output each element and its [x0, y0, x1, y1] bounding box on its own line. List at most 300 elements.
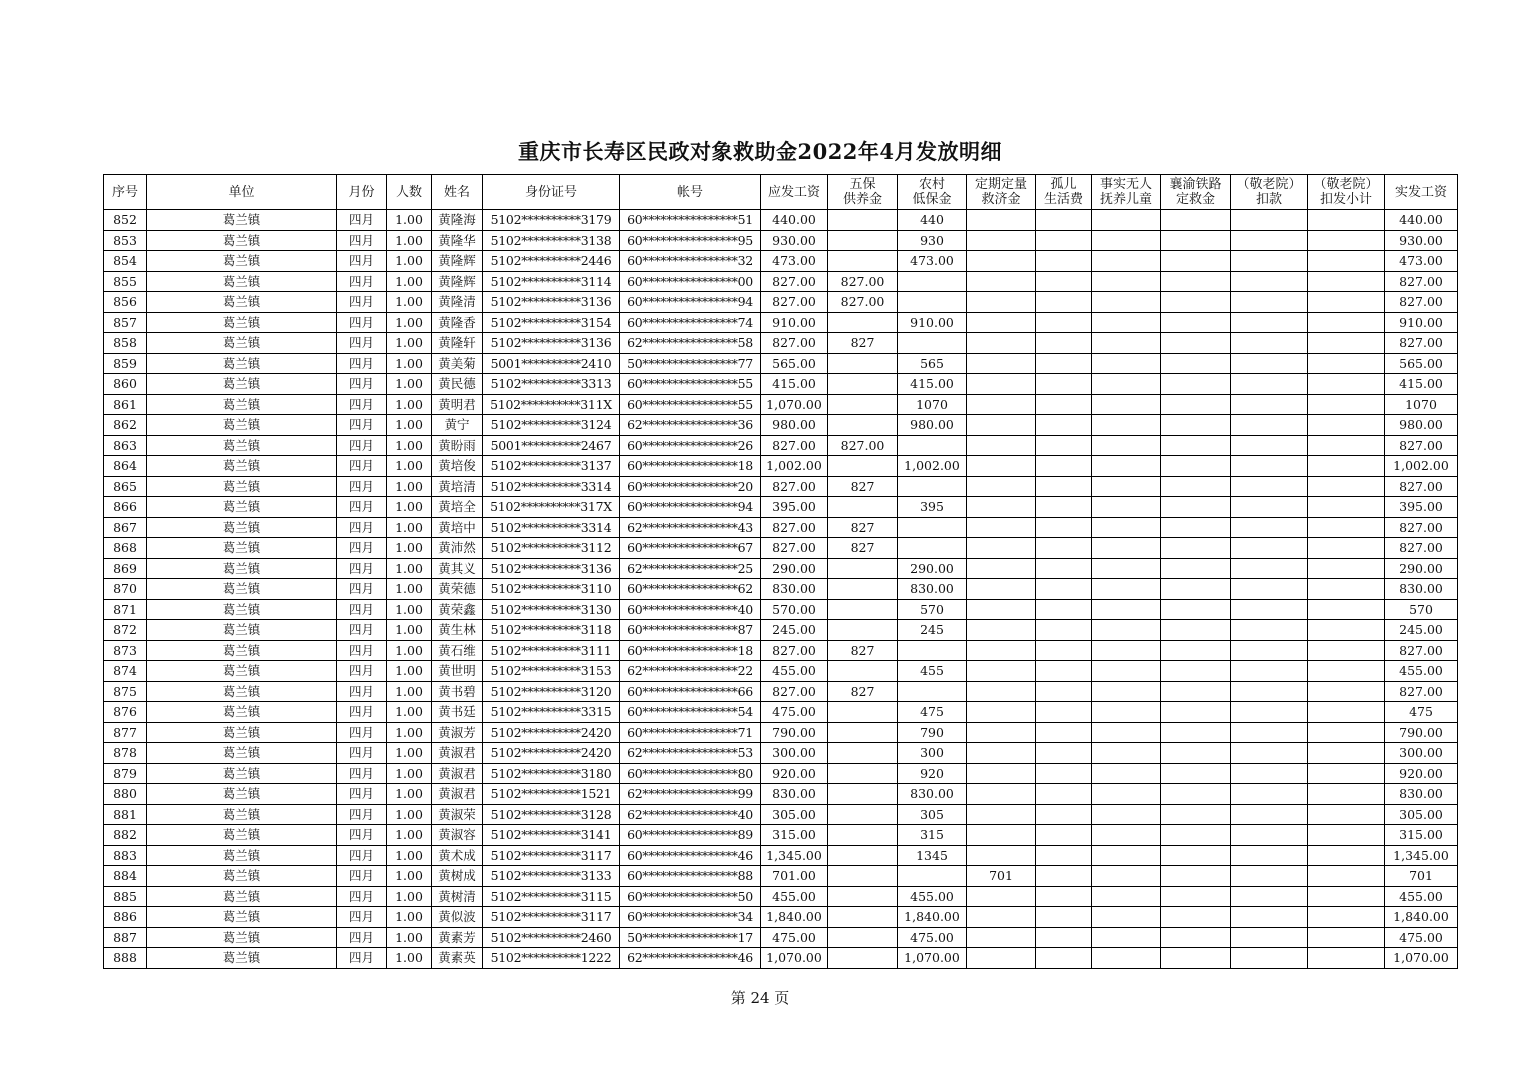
cell-orphan: [1036, 927, 1092, 948]
cell-payable: 827.00: [761, 292, 828, 313]
cell-child: [1092, 374, 1161, 395]
cell-child: [1092, 394, 1161, 415]
cell-name: 黄培清: [432, 476, 483, 497]
cell-deduction: [1231, 804, 1308, 825]
cell-month: 四月: [337, 640, 387, 661]
cell-month: 四月: [337, 271, 387, 292]
cell-count: 1.00: [387, 722, 432, 743]
cell-net-pay: 473.00: [1385, 251, 1458, 272]
cell-relief: [967, 394, 1036, 415]
cell-count: 1.00: [387, 538, 432, 559]
cell-child: [1092, 333, 1161, 354]
cell-dibao: [898, 538, 967, 559]
cell-deduction: [1231, 825, 1308, 846]
header-col-payable: 应发工资: [761, 175, 828, 210]
cell-net-pay: 827.00: [1385, 640, 1458, 661]
cell-net-pay: 1,002.00: [1385, 456, 1458, 477]
cell-month: 四月: [337, 886, 387, 907]
cell-net-pay: 475: [1385, 702, 1458, 723]
cell-deduction: [1231, 948, 1308, 969]
cell-unit: 葛兰镇: [147, 456, 337, 477]
cell-child: [1092, 907, 1161, 928]
cell-wubao: [828, 497, 898, 518]
cell-orphan: [1036, 579, 1092, 600]
cell-count: 1.00: [387, 948, 432, 969]
cell-net-pay: 290.00: [1385, 558, 1458, 579]
cell-account: 60****************66: [620, 681, 761, 702]
cell-deduction: [1231, 845, 1308, 866]
cell-wubao: [828, 579, 898, 600]
cell-wubao: [828, 845, 898, 866]
cell-child: [1092, 722, 1161, 743]
header-col-dibao: 农村 低保金: [898, 175, 967, 210]
cell-unit: 葛兰镇: [147, 435, 337, 456]
cell-railway: [1161, 722, 1231, 743]
cell-count: 1.00: [387, 661, 432, 682]
cell-count: 1.00: [387, 702, 432, 723]
cell-account: 62****************99: [620, 784, 761, 805]
cell-account: 60****************51: [620, 210, 761, 231]
cell-month: 四月: [337, 825, 387, 846]
cell-name: 黄淑容: [432, 825, 483, 846]
cell-relief: [967, 251, 1036, 272]
cell-unit: 葛兰镇: [147, 927, 337, 948]
cell-child: [1092, 804, 1161, 825]
cell-deduction-subtotal: [1308, 538, 1385, 559]
cell-relief: [967, 374, 1036, 395]
cell-unit: 葛兰镇: [147, 886, 337, 907]
cell-dibao: 1070: [898, 394, 967, 415]
cell-wubao: [828, 312, 898, 333]
cell-month: 四月: [337, 948, 387, 969]
cell-deduction: [1231, 886, 1308, 907]
cell-unit: 葛兰镇: [147, 640, 337, 661]
table-row: [104, 620, 1458, 641]
cell-index: 877: [104, 722, 147, 743]
cell-child: [1092, 312, 1161, 333]
cell-child: [1092, 558, 1161, 579]
cell-payable: 980.00: [761, 415, 828, 436]
cell-railway: [1161, 599, 1231, 620]
cell-count: 1.00: [387, 599, 432, 620]
cell-dibao: 455: [898, 661, 967, 682]
cell-child: [1092, 743, 1161, 764]
cell-month: 四月: [337, 251, 387, 272]
cell-dibao: 570: [898, 599, 967, 620]
cell-net-pay: 1,840.00: [1385, 907, 1458, 928]
cell-relief: 701: [967, 866, 1036, 887]
cell-deduction-subtotal: [1308, 599, 1385, 620]
cell-deduction: [1231, 866, 1308, 887]
cell-unit: 葛兰镇: [147, 825, 337, 846]
cell-railway: [1161, 558, 1231, 579]
cell-wubao: [828, 743, 898, 764]
table-row: [104, 435, 1458, 456]
cell-deduction-subtotal: [1308, 271, 1385, 292]
cell-account: 60****************87: [620, 620, 761, 641]
cell-account: 62****************58: [620, 333, 761, 354]
cell-payable: 1,002.00: [761, 456, 828, 477]
cell-index: 873: [104, 640, 147, 661]
cell-payable: 440.00: [761, 210, 828, 231]
cell-month: 四月: [337, 804, 387, 825]
cell-dibao: 290.00: [898, 558, 967, 579]
cell-index: 879: [104, 763, 147, 784]
cell-net-pay: 920.00: [1385, 763, 1458, 784]
cell-index: 864: [104, 456, 147, 477]
table-row: [104, 292, 1458, 313]
cell-wubao: 827: [828, 333, 898, 354]
cell-id-number: 5102**********1521: [483, 784, 620, 805]
table-row: [104, 497, 1458, 518]
cell-relief: [967, 927, 1036, 948]
cell-net-pay: 930.00: [1385, 230, 1458, 251]
cell-count: 1.00: [387, 497, 432, 518]
cell-railway: [1161, 538, 1231, 559]
table-row: [104, 456, 1458, 477]
cell-account: 62****************36: [620, 415, 761, 436]
cell-id-number: 5102**********3118: [483, 620, 620, 641]
cell-index: 853: [104, 230, 147, 251]
cell-deduction: [1231, 415, 1308, 436]
table-row: [104, 230, 1458, 251]
cell-account: 60****************00: [620, 271, 761, 292]
cell-relief: [967, 230, 1036, 251]
cell-unit: 葛兰镇: [147, 558, 337, 579]
cell-payable: 827.00: [761, 435, 828, 456]
cell-name: 黄美菊: [432, 353, 483, 374]
cell-relief: [967, 722, 1036, 743]
cell-name: 黄术成: [432, 845, 483, 866]
cell-net-pay: 827.00: [1385, 681, 1458, 702]
cell-net-pay: 827.00: [1385, 292, 1458, 313]
cell-count: 1.00: [387, 845, 432, 866]
cell-child: [1092, 681, 1161, 702]
cell-net-pay: 245.00: [1385, 620, 1458, 641]
cell-child: [1092, 538, 1161, 559]
cell-deduction-subtotal: [1308, 866, 1385, 887]
cell-orphan: [1036, 292, 1092, 313]
table-row: [104, 312, 1458, 333]
cell-id-number: 5102**********3130: [483, 599, 620, 620]
cell-payable: 455.00: [761, 886, 828, 907]
table-row: [104, 681, 1458, 702]
cell-unit: 葛兰镇: [147, 866, 337, 887]
cell-id-number: 5102**********3180: [483, 763, 620, 784]
table-row: [104, 784, 1458, 805]
cell-payable: 475.00: [761, 702, 828, 723]
cell-deduction: [1231, 599, 1308, 620]
cell-month: 四月: [337, 353, 387, 374]
cell-account: 60****************50: [620, 886, 761, 907]
cell-railway: [1161, 702, 1231, 723]
cell-deduction-subtotal: [1308, 292, 1385, 313]
cell-orphan: [1036, 312, 1092, 333]
cell-id-number: 5102**********3114: [483, 271, 620, 292]
cell-id-number: 5102**********2460: [483, 927, 620, 948]
cell-unit: 葛兰镇: [147, 763, 337, 784]
cell-month: 四月: [337, 517, 387, 538]
cell-railway: [1161, 886, 1231, 907]
cell-count: 1.00: [387, 784, 432, 805]
cell-payable: 920.00: [761, 763, 828, 784]
cell-child: [1092, 599, 1161, 620]
cell-name: 黄培全: [432, 497, 483, 518]
cell-index: 858: [104, 333, 147, 354]
cell-account: 60****************89: [620, 825, 761, 846]
cell-deduction: [1231, 353, 1308, 374]
cell-count: 1.00: [387, 394, 432, 415]
table-row: [104, 866, 1458, 887]
cell-dibao: [898, 476, 967, 497]
cell-net-pay: 565.00: [1385, 353, 1458, 374]
cell-payable: 827.00: [761, 476, 828, 497]
cell-relief: [967, 948, 1036, 969]
cell-deduction: [1231, 722, 1308, 743]
table-row: [104, 763, 1458, 784]
cell-payable: 290.00: [761, 558, 828, 579]
cell-child: [1092, 886, 1161, 907]
cell-relief: [967, 579, 1036, 600]
cell-id-number: 5102**********2446: [483, 251, 620, 272]
cell-unit: 葛兰镇: [147, 620, 337, 641]
cell-payable: 830.00: [761, 579, 828, 600]
cell-index: 866: [104, 497, 147, 518]
cell-railway: [1161, 456, 1231, 477]
cell-orphan: [1036, 271, 1092, 292]
cell-deduction-subtotal: [1308, 907, 1385, 928]
cell-orphan: [1036, 640, 1092, 661]
cell-deduction-subtotal: [1308, 661, 1385, 682]
cell-relief: [967, 415, 1036, 436]
table-header: [104, 175, 1458, 210]
cell-relief: [967, 804, 1036, 825]
cell-net-pay: 790.00: [1385, 722, 1458, 743]
cell-payable: 565.00: [761, 353, 828, 374]
cell-deduction: [1231, 517, 1308, 538]
header-col-id-number: 身份证号: [483, 175, 620, 210]
cell-deduction-subtotal: [1308, 251, 1385, 272]
cell-orphan: [1036, 866, 1092, 887]
cell-wubao: 827: [828, 681, 898, 702]
cell-wubao: [828, 927, 898, 948]
cell-relief: [967, 743, 1036, 764]
cell-dibao: 565: [898, 353, 967, 374]
cell-deduction: [1231, 907, 1308, 928]
cell-deduction-subtotal: [1308, 230, 1385, 251]
cell-net-pay: 395.00: [1385, 497, 1458, 518]
cell-id-number: 5102**********3133: [483, 866, 620, 887]
cell-orphan: [1036, 907, 1092, 928]
table-row: [104, 251, 1458, 272]
cell-name: 黄生林: [432, 620, 483, 641]
cell-id-number: 5102**********3179: [483, 210, 620, 231]
cell-index: 887: [104, 927, 147, 948]
cell-id-number: 5102**********3136: [483, 292, 620, 313]
cell-child: [1092, 435, 1161, 456]
cell-unit: 葛兰镇: [147, 517, 337, 538]
cell-dibao: [898, 435, 967, 456]
cell-name: 黄淑君: [432, 763, 483, 784]
cell-deduction-subtotal: [1308, 394, 1385, 415]
cell-wubao: [828, 374, 898, 395]
cell-id-number: 5102**********3137: [483, 456, 620, 477]
cell-dibao: [898, 292, 967, 313]
cell-wubao: [828, 558, 898, 579]
cell-unit: 葛兰镇: [147, 702, 337, 723]
header-col-month: 月份: [337, 175, 387, 210]
cell-payable: 475.00: [761, 927, 828, 948]
cell-payable: 1,070.00: [761, 948, 828, 969]
cell-wubao: [828, 661, 898, 682]
cell-relief: [967, 538, 1036, 559]
cell-month: 四月: [337, 907, 387, 928]
cell-month: 四月: [337, 763, 387, 784]
cell-account: 60****************54: [620, 702, 761, 723]
cell-orphan: [1036, 497, 1092, 518]
cell-id-number: 5102**********3124: [483, 415, 620, 436]
cell-relief: [967, 620, 1036, 641]
cell-count: 1.00: [387, 312, 432, 333]
cell-index: 862: [104, 415, 147, 436]
cell-month: 四月: [337, 538, 387, 559]
cell-payable: 395.00: [761, 497, 828, 518]
cell-count: 1.00: [387, 866, 432, 887]
cell-relief: [967, 599, 1036, 620]
table-row: [104, 394, 1458, 415]
cell-index: 865: [104, 476, 147, 497]
cell-railway: [1161, 374, 1231, 395]
cell-railway: [1161, 579, 1231, 600]
cell-unit: 葛兰镇: [147, 353, 337, 374]
cell-index: 885: [104, 886, 147, 907]
cell-relief: [967, 825, 1036, 846]
cell-name: 黄树成: [432, 866, 483, 887]
cell-net-pay: 475.00: [1385, 927, 1458, 948]
cell-orphan: [1036, 333, 1092, 354]
cell-account: 60****************20: [620, 476, 761, 497]
cell-child: [1092, 763, 1161, 784]
cell-dibao: 475.00: [898, 927, 967, 948]
cell-account: 62****************25: [620, 558, 761, 579]
cell-child: [1092, 497, 1161, 518]
cell-count: 1.00: [387, 353, 432, 374]
cell-count: 1.00: [387, 456, 432, 477]
cell-name: 黄世明: [432, 661, 483, 682]
cell-dibao: 920: [898, 763, 967, 784]
cell-deduction-subtotal: [1308, 374, 1385, 395]
cell-railway: [1161, 497, 1231, 518]
cell-wubao: [828, 702, 898, 723]
cell-unit: 葛兰镇: [147, 538, 337, 559]
cell-unit: 葛兰镇: [147, 579, 337, 600]
cell-count: 1.00: [387, 517, 432, 538]
page-number: 第 24 页: [730, 989, 790, 1007]
cell-child: [1092, 292, 1161, 313]
cell-payable: 827.00: [761, 517, 828, 538]
cell-net-pay: 830.00: [1385, 579, 1458, 600]
cell-unit: 葛兰镇: [147, 415, 337, 436]
cell-deduction-subtotal: [1308, 825, 1385, 846]
cell-index: 870: [104, 579, 147, 600]
table-row: [104, 271, 1458, 292]
cell-count: 1.00: [387, 804, 432, 825]
cell-deduction: [1231, 230, 1308, 251]
cell-id-number: 5001**********2467: [483, 435, 620, 456]
cell-child: [1092, 866, 1161, 887]
cell-deduction-subtotal: [1308, 886, 1385, 907]
cell-dibao: 930: [898, 230, 967, 251]
cell-relief: [967, 558, 1036, 579]
cell-payable: 910.00: [761, 312, 828, 333]
table-row: [104, 517, 1458, 538]
cell-count: 1.00: [387, 230, 432, 251]
cell-orphan: [1036, 230, 1092, 251]
cell-wubao: [828, 763, 898, 784]
cell-id-number: 5102**********3111: [483, 640, 620, 661]
cell-deduction-subtotal: [1308, 312, 1385, 333]
cell-name: 黄隆清: [432, 292, 483, 313]
cell-child: [1092, 415, 1161, 436]
cell-count: 1.00: [387, 271, 432, 292]
cell-payable: 300.00: [761, 743, 828, 764]
cell-railway: [1161, 825, 1231, 846]
cell-count: 1.00: [387, 907, 432, 928]
cell-orphan: [1036, 374, 1092, 395]
cell-count: 1.00: [387, 763, 432, 784]
cell-count: 1.00: [387, 825, 432, 846]
cell-deduction: [1231, 435, 1308, 456]
table-row: [104, 374, 1458, 395]
table-row: [104, 743, 1458, 764]
cell-index: 863: [104, 435, 147, 456]
cell-month: 四月: [337, 374, 387, 395]
cell-month: 四月: [337, 415, 387, 436]
cell-month: 四月: [337, 599, 387, 620]
cell-payable: 315.00: [761, 825, 828, 846]
cell-name: 黄石维: [432, 640, 483, 661]
cell-wubao: [828, 251, 898, 272]
cell-dibao: 440: [898, 210, 967, 231]
cell-net-pay: 305.00: [1385, 804, 1458, 825]
cell-orphan: [1036, 210, 1092, 231]
cell-count: 1.00: [387, 476, 432, 497]
cell-railway: [1161, 743, 1231, 764]
cell-wubao: [828, 210, 898, 231]
cell-relief: [967, 661, 1036, 682]
cell-relief: [967, 353, 1036, 374]
cell-railway: [1161, 271, 1231, 292]
cell-deduction-subtotal: [1308, 948, 1385, 969]
cell-orphan: [1036, 394, 1092, 415]
cell-railway: [1161, 866, 1231, 887]
cell-railway: [1161, 948, 1231, 969]
cell-month: 四月: [337, 435, 387, 456]
header-col-account: 帐号: [620, 175, 761, 210]
cell-child: [1092, 620, 1161, 641]
cell-relief: [967, 497, 1036, 518]
cell-deduction: [1231, 661, 1308, 682]
cell-net-pay: 1,345.00: [1385, 845, 1458, 866]
cell-relief: [967, 435, 1036, 456]
cell-name: 黄隆香: [432, 312, 483, 333]
cell-relief: [967, 312, 1036, 333]
cell-relief: [967, 476, 1036, 497]
cell-relief: [967, 886, 1036, 907]
cell-wubao: [828, 456, 898, 477]
cell-id-number: 5102**********3153: [483, 661, 620, 682]
header-col-orphan: 孤儿 生活费: [1036, 175, 1092, 210]
